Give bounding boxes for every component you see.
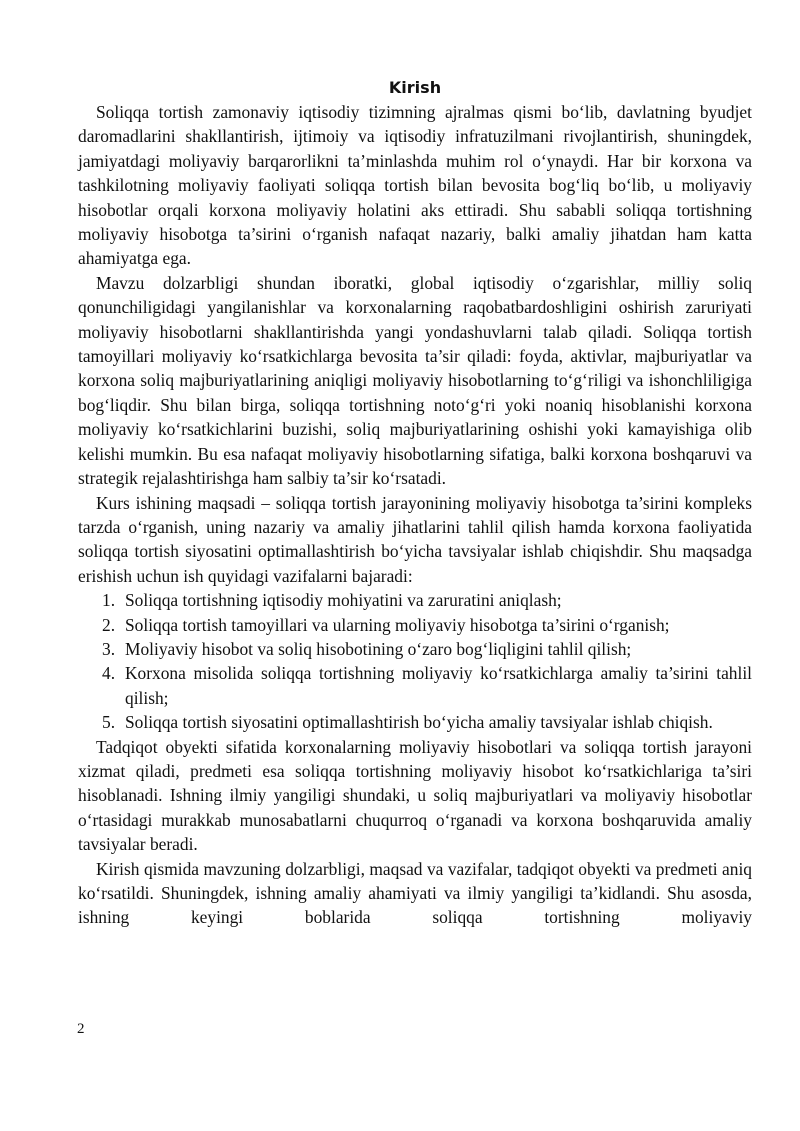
document-page — [78, 76, 752, 930]
task-text: Moliyaviy hisobot va soliq hisobotining o‘zaro bog‘liqligini tahlil qilish; — [125, 638, 632, 659]
task-item — [78, 710, 752, 734]
task-number: 2. — [102, 614, 116, 635]
task-number: 5. — [102, 712, 116, 733]
task-item — [78, 588, 752, 612]
paragraph-intro: Soliqqa tortish zamonaviy iqtisodiy tizimning ajralmas qismi bo‘lib, davlatning byudjet daromadlarini shakllantirish, ijtimoiy va iqtisodiy infratuzilmani rivojlantirish, shuningdek, jamiyatdagi moliyaviy barqarorlikni ta’minlashda muhim rol o‘ynaydi. Har bir korxona va tashkilotning moliyaviy faoliyati soliqqa tortish bilan bevosita bog‘liq bo‘lib, u moliyaviy hisobotlar orqali korxona moliyaviy holatini aks ettiradi. Shu sababli soliqqa tortishning moliyaviy hisobotga ta’sirini o‘rganish nafaqat nazariy, balki amaliy jihatdan ham katta ahamiyatga ega. — [78, 102, 752, 269]
task-list — [78, 588, 752, 734]
page-number: 2 — [77, 1021, 85, 1037]
paragraph-object-subject: Tadqiqot obyekti sifatida korxonalarning moliyaviy hisobotlari va soliqqa tortish jarayoni xizmat qiladi, predmeti esa soliqqa tortishning moliyaviy hisobot ko‘rsatkichlariga ta’siri hisoblanadi. Ishning ilmiy yangiligi shundaki, u soliq majburiyatlari va moliyaviy hisobotlar o‘rtasidagi murakkab munosabatlarni chuqurroq o‘rganadi va korxona boshqaruvida amaliy tavsiyalar beradi. — [78, 736, 752, 855]
paragraph-conclusion: Kirish qismida mavzuning dolzarbligi, maqsad va vazifalar, tadqiqot obyekti va predmeti aniq ko‘rsatildi. Shuningdek, ishning amaliy ahamiyati va ilmiy yangiligi ta’kidlandi. Shu asosda, ishning keyingi boblarida soliqqa tortishning moliyaviy — [78, 858, 752, 928]
task-number: 1. — [102, 590, 116, 611]
task-text: Soliqqa tortish siyosatini optimallashtirish bo‘yicha amaliy tavsiyalar ishlab chiqish. — [125, 712, 713, 733]
task-number: 4. — [102, 663, 116, 684]
task-item — [78, 661, 752, 710]
task-text: Soliqqa tortishning iqtisodiy mohiyatini va zaruratini aniqlash; — [125, 590, 562, 611]
task-text: Soliqqa tortish tamoyillari va ularning moliyaviy hisobotga ta’sirini o‘rganish; — [125, 614, 670, 635]
task-number: 3. — [102, 638, 116, 659]
paragraph-goal: Kurs ishining maqsadi – soliqqa tortish jarayonining moliyaviy hisobotga ta’sirini kompleks tarzda o‘rganish, uning nazariy va amaliy jihatlarini tahlil qilish hamda korxona faoliyatida soliqqa tortish siyosatini optimallashtirish bo‘yicha tavsiyalar ishlab chiqishdir. Shu maqsadga erishish uchun ish quyidagi vazifalarni bajaradi: — [78, 492, 752, 586]
task-item — [78, 637, 752, 661]
paragraph-relevance: Mavzu dolzarbligi shundan iboratki, global iqtisodiy o‘zgarishlar, milliy soliq qonunchiligidagi yangilanishlar va korxonalarning raqobatbardoshligini oshirish zaruriyati moliyaviy hisobotlarni shakllantirishda yangi yondashuvlarni talab qiladi. Soliqqa tortish tamoyillari moliyaviy ko‘rsatkichlarga bevosita ta’sir qiladi: foyda, aktivlar, majburiyatlar va korxona soliq majburiyatlarining aniqligi moliyaviy hisobotlarning to‘g‘riligi va ishonchliligiga bog‘liqdir. Shu bilan birga, soliqqa tortishning noto‘g‘ri yoki noaniq hisoblanishi korxona moliyaviy ko‘rsatkichlarini buzishi, soliq majburiyatlarining oshishi yoki kamayishiga olib kelishi mumkin. Bu esa nafaqat moliyaviy hisobotlarning sifatiga, balki korxona boshqaruvi va strategik rejalashtirishga ham salbiy ta’sir ko‘rsatadi. — [78, 272, 752, 489]
section-title: Kirish — [388, 78, 442, 97]
task-text: Korxona misolida soliqqa tortishning moliyaviy ko‘rsatkichlarga amaliy ta’sirini tahlil qilish; — [125, 663, 752, 708]
task-item — [78, 613, 752, 637]
